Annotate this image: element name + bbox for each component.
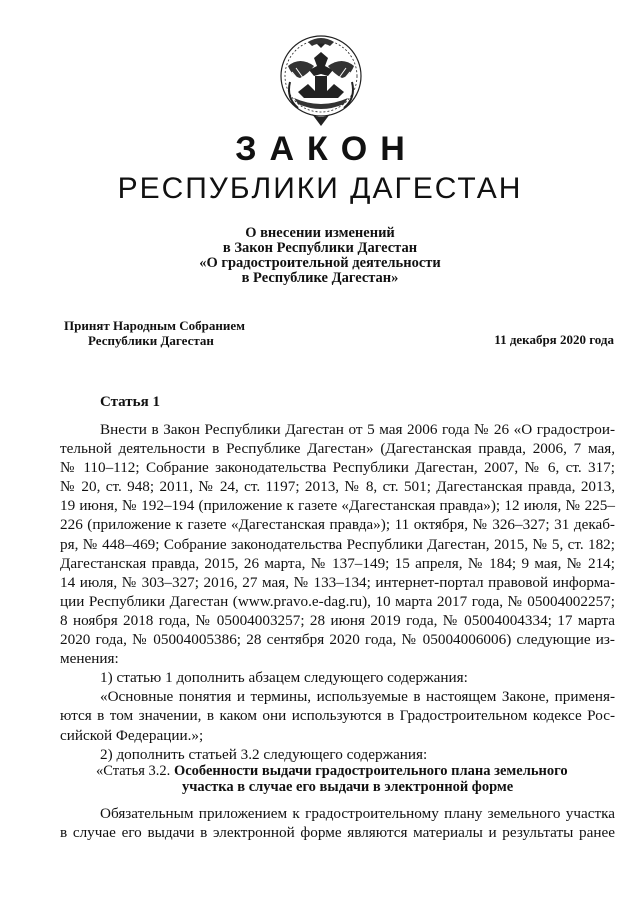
text-line: 14 июля, № 303–327; 2016, 27 мая, № 133–134; интернет-портал правовой информа- [60, 573, 615, 591]
text-line: «Основные понятия и термины, используемые в настоящем Законе, применя- [100, 688, 615, 706]
article-1-text [60, 420, 615, 764]
subject-line: в Закон Республики Дагестан [222, 240, 418, 256]
text-line: тельной деятельности в Республике Дагестан» (Дагестанская правда, 2006, 7 мая, [60, 440, 615, 458]
law-title: ЗАКОН [235, 130, 418, 168]
adoption-line: Республики Дагестан [88, 333, 214, 348]
article-3-2-prefix: «Статья 3.2. [96, 763, 174, 779]
text-line: 1) статью 1 дополнить абзацем следующего содержания: [100, 669, 468, 687]
text-line: ря, № 448–469; Собрание законодательства Республики Дагестан, 2015, № 5, ст. 182; [60, 535, 615, 553]
adoption-statement [64, 318, 245, 348]
text-line: ции Республики Дагестан (www.pravo.e-dag.ru), 10 марта 2017 года, № 05004002257; [60, 592, 615, 610]
text-line: в случае его выдачи в электронной форме являются материалы и результаты ранее [60, 824, 615, 842]
text-line: 2) дополнить статьей 3.2 следующего содержания: [100, 745, 428, 763]
text-line: Дагестанская правда, 2015, 26 марта, № 137–149; 15 апреля, № 184; 9 мая, № 214; [60, 554, 615, 572]
adoption-line: Принят Народным Собранием [64, 318, 246, 333]
text-line: Обязательным приложением к градостроительному плану земельного участка [100, 805, 615, 822]
article-3-2-title-continued: участка в случае его выдачи в электронной форме [182, 778, 514, 795]
text-line: менения: [60, 650, 119, 668]
law-subject [0, 226, 640, 286]
text-line: ются в том значении, в каком они используются в Градостроительном кодексе Рос- [60, 707, 615, 725]
text-line: Внести в Закон Республики Дагестан от 5 мая 2006 года № 26 «О градострои- [100, 421, 615, 438]
text-line: № 20, ст. 948; 2011, № 24, ст. 1197; 2013, № 8, ст. 501; Дагестанская правда, 2013, [60, 478, 615, 496]
text-line: 226 (приложение к газете «Дагестанская правда»); 11 октября, № 326–327; 31 декаб- [60, 516, 615, 534]
adoption-date: 11 декабря 2020 года [494, 332, 614, 347]
text-line: № 110–112; Собрание законодательства Республики Дагестан, 2007, № 6, ст. 317; [60, 459, 615, 477]
text-line: сийской Федерации.»; [60, 726, 204, 744]
subject-line: «О градостроительной деятельности [199, 255, 441, 271]
text-line: 8 ноября 2018 года, № 05004003257; 28 июня 2019 года, № 05004004334; 17 марта [60, 611, 615, 629]
article-3-2-text [60, 804, 615, 842]
text-line: 2020 года, № 05004005386; 28 сентября 2020 года, № 05004006006) следующие из- [60, 631, 615, 649]
article-3-2-heading-line [96, 764, 616, 780]
article-1-heading: Статья 1 [100, 394, 160, 410]
subject-line: О внесении изменений [245, 225, 395, 241]
text-line: 19 июня, № 192–194 (приложение к газете «Дагестанская правда»); 12 июля, № 225– [60, 497, 615, 515]
coat-of-arms-emblem [278, 32, 364, 132]
eagle-emblem-icon [278, 32, 364, 132]
article-3-2-heading [96, 764, 616, 795]
republic-title: РЕСПУБЛИКИ ДАГЕСТАН [117, 172, 523, 205]
subject-line: в Республике Дагестан» [241, 270, 399, 286]
article-3-2-title: Особенности выдачи градостроительного плана земельного [173, 763, 568, 779]
